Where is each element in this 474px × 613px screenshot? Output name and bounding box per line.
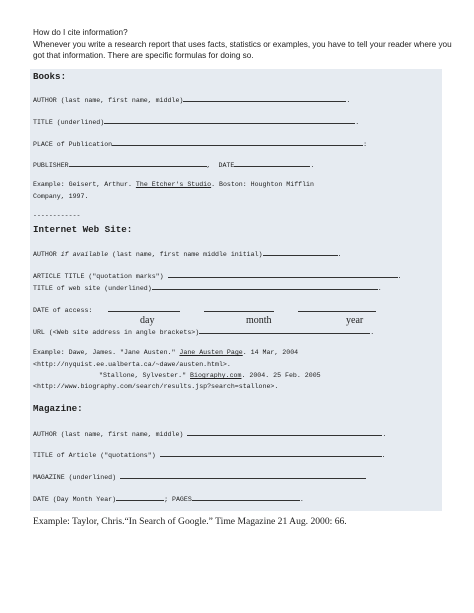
internet-ex2-url: <http://www.biography.com/search/results.jsp?search=stallone>.: [33, 383, 279, 390]
internet-ex1-prefix: Example: Dawe, James. "Jane Austen.": [33, 349, 176, 356]
internet-url-row: URL (<Web site address in angle brackets>) .: [33, 329, 375, 336]
internet-article-label: ARTICLE TITLE ("quotation marks"): [33, 273, 164, 280]
internet-date-year-field[interactable]: [298, 305, 376, 312]
internet-date-row: [33, 305, 376, 314]
books-author-field[interactable]: [183, 95, 346, 102]
internet-author-if: if available: [60, 251, 109, 258]
magazine-heading: Magazine:: [33, 403, 83, 414]
magazine-example: Example: Taylor, Chris.“In Search of Google.” Time Magazine 21 Aug. 2000: 66.: [33, 516, 347, 527]
books-place-field[interactable]: [112, 139, 363, 146]
books-author-label: AUTHOR (last name, first name, middle): [33, 97, 184, 104]
internet-author-row: AUTHOR if available (last name, first name middle initial) .: [33, 251, 342, 258]
internet-article-field[interactable]: [168, 271, 398, 278]
books-heading: Books:: [33, 71, 67, 82]
internet-site-title-field[interactable]: [152, 283, 378, 290]
books-publisher-row: PUBLISHER , DATE .: [33, 162, 315, 169]
internet-ex2-prefix: "Stallone, Sylvester.": [99, 372, 187, 379]
internet-ex2-rest: . 2004. 25 Feb. 2005: [241, 372, 321, 379]
magazine-name-row: [33, 472, 366, 481]
books-publisher-field[interactable]: [69, 160, 207, 167]
magazine-name-field[interactable]: [120, 472, 366, 479]
books-example-title: The Etcher's Studio: [135, 181, 212, 188]
books-example-rest: . Boston: Houghton Mifflin: [211, 181, 314, 188]
date-label-day: day: [140, 315, 155, 326]
magazine-title-field[interactable]: [160, 450, 382, 457]
books-author-row: AUTHOR (last name, first name, middle) .: [33, 97, 351, 104]
internet-example-1: [33, 349, 298, 356]
magazine-title-label: TITLE of Article ("quotations"): [33, 452, 156, 459]
magazine-author-field[interactable]: [187, 429, 382, 436]
intro-line-1: Whenever you write a research report that uses facts, statistics or examples, you have to tell your reader where you: [33, 39, 452, 49]
books-publisher-label: PUBLISHER: [33, 162, 69, 169]
magazine-pages-field[interactable]: [192, 494, 300, 501]
internet-ex1-title: Jane Austen Page: [179, 349, 243, 356]
magazine-date-row: DATE (Day Month Year) ; PAGES .: [33, 496, 304, 503]
books-place-label: PLACE of Publication: [33, 141, 113, 148]
internet-ex2-title: Biography.com: [190, 372, 242, 379]
books-example: [33, 181, 314, 188]
internet-author-label-b: (last name, first name middle initial): [108, 251, 263, 258]
intro-line-2: got that information. There are specific formulas for doing so.: [33, 51, 254, 60]
internet-heading: Internet Web Site:: [33, 224, 133, 235]
internet-url-label: URL (<Web site address in angle brackets>): [33, 329, 200, 336]
books-title-field[interactable]: [104, 117, 355, 124]
magazine-author-label: AUTHOR (last name, first name, middle): [33, 431, 184, 438]
date-label-year: year: [346, 315, 364, 326]
internet-site-title-label: TITLE of web site (underlined): [33, 285, 152, 292]
magazine-date-field[interactable]: [116, 494, 164, 501]
internet-ex1-rest: . 14 Mar, 2004: [242, 349, 299, 356]
intro-text: [33, 27, 453, 62]
internet-author-field[interactable]: [263, 249, 338, 256]
internet-author-label-a: AUTHOR: [33, 251, 61, 258]
internet-date-label: DATE of access:: [33, 307, 93, 314]
magazine-author-row: AUTHOR (last name, first name, middle) .: [33, 431, 387, 438]
books-example-prefix: Example: Geisert, Arthur.: [33, 181, 132, 188]
internet-site-title-row: TITLE of web site (underlined) .: [33, 285, 382, 292]
magazine-date-label: DATE (Day Month Year): [33, 496, 117, 503]
internet-example-2: [99, 372, 321, 379]
internet-ex1-url: <http://nyquist.ee.ualberta.ca/~dawe/austen.html>.: [33, 361, 231, 368]
books-example-line-2: Company, 1997.: [33, 193, 89, 200]
books-place-row: PLACE of Publication :: [33, 141, 368, 148]
internet-url-field[interactable]: [199, 327, 370, 334]
internet-date-day-field[interactable]: [108, 305, 180, 312]
internet-date-month-field[interactable]: [204, 305, 274, 312]
books-date-field[interactable]: [234, 160, 310, 167]
magazine-pages-label: ; PAGES: [164, 496, 192, 503]
books-title-row: TITLE (underlined) .: [33, 119, 360, 126]
magazine-title-row: TITLE of Article ("quotations") .: [33, 452, 386, 459]
internet-article-row: ARTICLE TITLE ("quotation marks") .: [33, 273, 402, 280]
books-separator: ------------: [33, 212, 81, 219]
date-label-month: month: [246, 315, 272, 326]
intro-question: How do I cite information?: [33, 28, 128, 37]
books-date-label: DATE: [218, 162, 235, 169]
books-title-label: TITLE (underlined): [33, 119, 105, 126]
magazine-name-label: MAGAZINE (underlined): [33, 474, 117, 481]
